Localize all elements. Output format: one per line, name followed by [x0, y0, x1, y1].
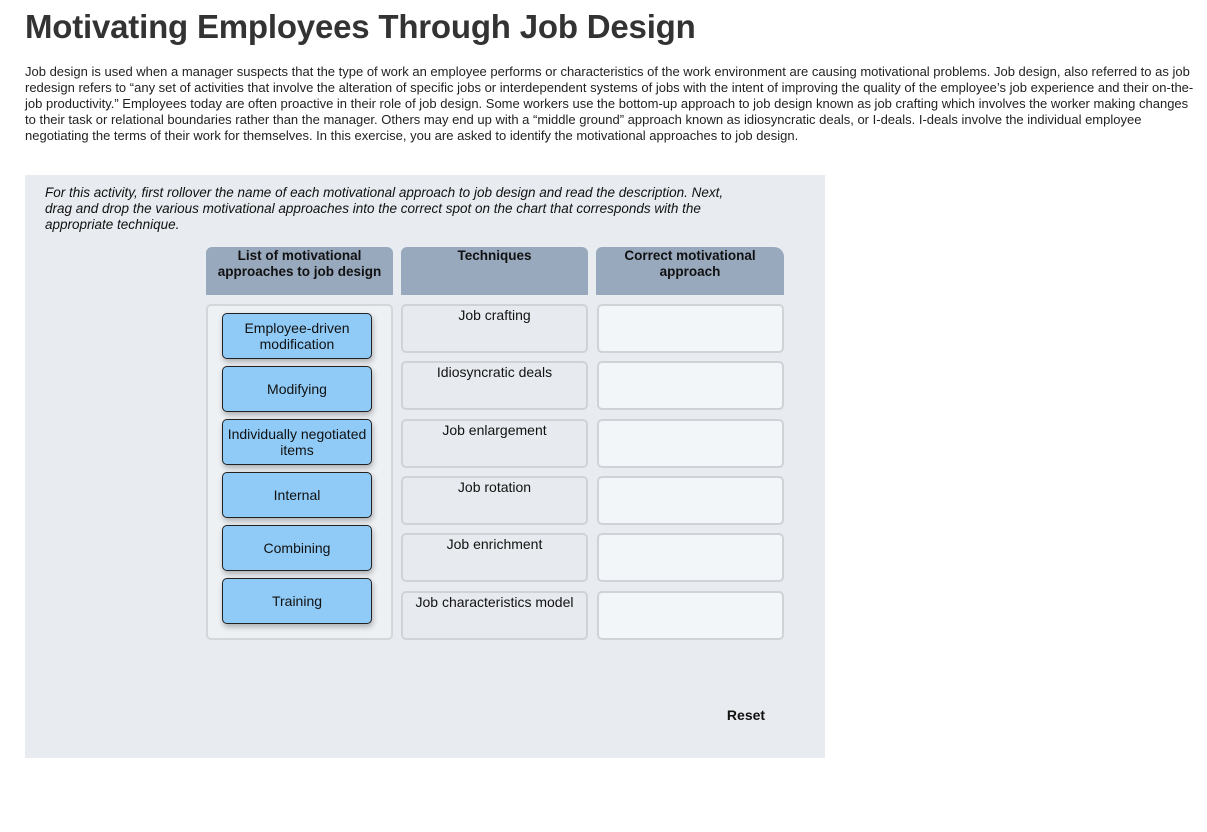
dropzone-job-enlargement[interactable] — [597, 419, 784, 468]
technique-job-enlargement: Job enlargement — [401, 419, 588, 468]
header-techniques: Techniques — [401, 247, 588, 295]
technique-job-characteristics-model: Job characteristics model — [401, 591, 588, 640]
approach-chip-training[interactable]: Training — [222, 578, 372, 624]
technique-job-rotation: Job rotation — [401, 476, 588, 525]
header-approaches: List of motivational approaches to job design — [206, 247, 393, 295]
dropzone-job-rotation[interactable] — [597, 476, 784, 525]
activity-panel — [25, 175, 825, 758]
page-title: Motivating Employees Through Job Design — [25, 8, 696, 45]
dropzone-job-characteristics-model[interactable] — [597, 591, 784, 640]
approach-chip-employee-driven-modification[interactable]: Employee-driven modification — [222, 313, 372, 359]
approach-chip-modifying[interactable]: Modifying — [222, 366, 372, 412]
approach-chip-combining[interactable]: Combining — [222, 525, 372, 571]
approach-chip-internal[interactable]: Internal — [222, 472, 372, 518]
activity-instructions: For this activity, first rollover the name of each motivational approach to job design and read the description. Next, drag and drop the various motivational approaches into the correct spot on the chart that corresponds with the appropriate technique. — [45, 185, 724, 232]
intro-paragraph: Job design is used when a manager suspects that the type of work an employee performs or characteristics of the work environment are causing motivational problems. Job design, also referred to as job redesign refers to “any set of activities that involve the alteration of specific jobs or interdependent systems of jobs with the intent of improving the quality of the employee’s job experience and their on-the-job productivity.” Employees today are often proactive in their role of job design. Some workers use the bottom-up approach to job design known as job crafting which involves the worker making changes to their task or relational boundaries rather than the manager. Others may end up with a “middle ground” approach known as idiosyncratic deals, or I-deals. I-deals involve the individual employee negotiating the terms of their work for themselves. In this exercise, you are asked to identify the motivational approaches to job design. — [25, 64, 1194, 143]
dropzone-job-crafting[interactable] — [597, 304, 784, 353]
header-correct-approach: Correct motivational approach — [596, 247, 784, 295]
technique-idiosyncratic-deals: Idiosyncratic deals — [401, 361, 588, 410]
approach-chip-individually-negotiated-items[interactable]: Individually negotiated items — [222, 419, 372, 465]
approaches-source-list — [206, 304, 393, 640]
technique-job-enrichment: Job enrichment — [401, 533, 588, 582]
technique-job-crafting: Job crafting — [401, 304, 588, 353]
dropzone-job-enrichment[interactable] — [597, 533, 784, 582]
dropzone-idiosyncratic-deals[interactable] — [597, 361, 784, 410]
reset-button[interactable]: Reset — [715, 705, 777, 725]
